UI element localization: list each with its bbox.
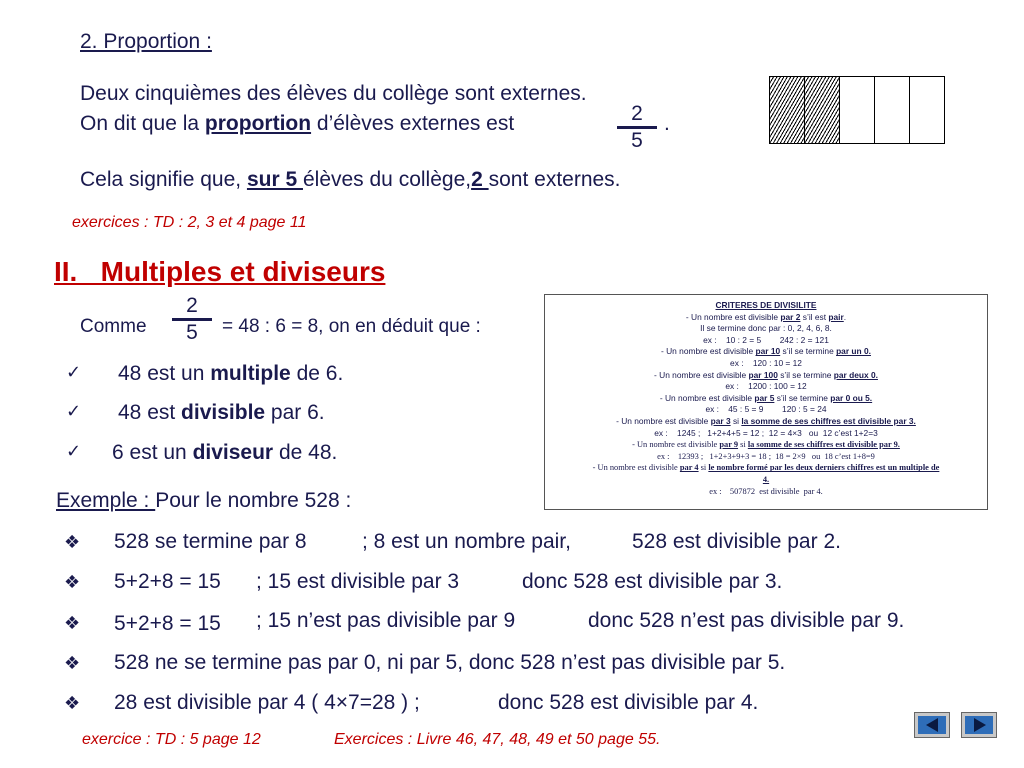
arrow-right-icon [974, 718, 986, 732]
criteria-rule-100-example: ex : 1200 : 100 = 12 [725, 381, 807, 392]
bullet-2-c: donc 528 est divisible par 3. [522, 570, 783, 593]
previous-slide-button[interactable] [914, 712, 950, 738]
bullet-3-a: 5+2+8 = 15 [114, 612, 221, 635]
proportion-line-2-post: d’élèves externes est [311, 112, 515, 135]
criteria-rule-3: - Un nombre est divisible par 3 si la somme de ses chiffres est divisible par 3. [616, 415, 916, 426]
criteria-rule-9-example: ex : 12393 ; 1+2+3+9+3 = 18 ; 18 = 2×9 ou 18 c’est 1+8=9 [657, 451, 875, 461]
diamond-bullet-icon: ❖ [64, 572, 81, 592]
criteria-rule-10: - Un nombre est divisible par 10 s’il se termine par un 0. [661, 346, 871, 357]
diamond-bullet-icon: ❖ [64, 653, 81, 673]
criteria-rule-4: - Un nombre est divisible par 4 si le nombre formé par les deux derniers chiffres est un multiple de [592, 463, 940, 473]
divisibility-criteria-box [544, 294, 988, 510]
exercise-td-note: exercice : TD : 5 page 12 [82, 731, 261, 748]
arrow-left-icon [926, 718, 938, 732]
criteria-rule-4-cont: 4. [762, 474, 770, 484]
section-heading-proportion: 2. Proportion : [80, 30, 212, 53]
exercises-note-proportion: exercices : TD : 2, 3 et 4 page 11 [72, 214, 307, 231]
diamond-bullet-icon: ❖ [64, 693, 81, 713]
proportion-2: 2 [471, 168, 489, 191]
proportion-line-2-pre: On dit que la [80, 112, 205, 135]
criteria-rule-5: - Un nombre est divisible par 5 s’il se termine par 0 ou 5. [659, 392, 873, 403]
criteria-rule-3-example: ex : 1245 ; 1+2+4+5 = 12 ; 12 = 4×3 ou 12 c’est 1+2=3 [654, 427, 878, 438]
fraction-two-fifths [617, 103, 657, 152]
check-statement-2 [118, 401, 325, 425]
check-3-post: de 48. [273, 441, 338, 464]
diamond-bullet-icon: ❖ [64, 613, 81, 633]
check-3-bold: diviseur [192, 441, 274, 464]
fraction-denominator: 5 [186, 321, 198, 344]
criteria-rule-9: - Un nombre est divisible par 9 si la somme de ses chiffres est divisible par 9. [632, 440, 900, 450]
check-2-pre: 48 est [118, 401, 182, 424]
proportion-strip [769, 76, 945, 144]
criteria-rule-5-example: ex : 45 : 5 = 9 120 : 5 = 24 [705, 404, 827, 415]
bullet-5-b: donc 528 est divisible par 4. [498, 691, 759, 714]
check-1-pre: 48 est un [118, 362, 211, 385]
criteria-rule-10-example: ex : 120 : 10 = 12 [730, 357, 802, 368]
proportion-sur-5: sur 5 [246, 168, 303, 191]
fraction-comme [172, 295, 212, 344]
criteria-rule-2: - Un nombre est divisible par 2 s’il est pair. [685, 311, 847, 322]
strip-cell-empty [910, 77, 944, 143]
example-heading [56, 489, 351, 513]
bullet-1-b: ; 8 est un nombre pair, [362, 530, 571, 553]
bullet-1-c: 528 est divisible par 2. [632, 530, 841, 553]
section-heading-multiples: II. Multiples et diviseurs [54, 256, 386, 287]
strip-cell-filled [770, 77, 805, 143]
check-2-bold: divisible [181, 401, 266, 424]
proportion-line-3 [80, 168, 621, 192]
proportion-line-3-pre: Cela signifie que, [80, 168, 247, 191]
criteria-title: CRITERES DE DIVISILITE [715, 300, 817, 310]
criteria-rule-2-detail: Il se termine donc par : 0, 2, 4, 6, 8. [700, 323, 832, 334]
strip-cell-empty [875, 77, 910, 143]
strip-cell-empty [840, 77, 875, 143]
criteria-rule-100: - Un nombre est divisible par 100 s’il se termine par deux 0. [654, 369, 878, 380]
fraction-denominator: 5 [631, 129, 643, 152]
bullet-3-b: ; 15 n’est pas divisible par 9 [256, 609, 516, 632]
strip-cell-filled [805, 77, 840, 143]
exercise-livre-note: Exercices : Livre 46, 47, 48, 49 et 50 page 55. [334, 731, 661, 748]
proportion-line-1: Deux cinquièmes des élèves du collège sont externes. [80, 82, 587, 105]
check-statement-3 [112, 441, 337, 465]
check-1-post: de 6. [290, 362, 344, 385]
bullet-2-a: 5+2+8 = 15 [114, 570, 221, 593]
proportion-line-3-mid: élèves du collège, [302, 168, 472, 191]
proportion-keyword: proportion [204, 112, 312, 135]
check-1-bold: multiple [210, 362, 291, 385]
check-icon: ✓ [66, 401, 82, 421]
criteria-rule-4-example: ex : 507872 est divisible par 4. [709, 486, 823, 496]
comme-label: Comme [80, 316, 147, 337]
check-icon: ✓ [66, 441, 82, 461]
check-icon: ✓ [66, 362, 82, 382]
fraction-numerator: 2 [186, 294, 198, 317]
check-statement-1 [118, 362, 343, 386]
proportion-line-2 [80, 112, 514, 136]
proportion-line-2-end: . [664, 112, 670, 135]
example-label: Exemple : [56, 489, 156, 512]
bullet-5-a: 28 est divisible par 4 ( 4×7=28 ) ; [114, 691, 420, 714]
example-text: Pour le nombre 528 : [155, 489, 352, 512]
proportion-line-3-post: sont externes. [488, 168, 621, 191]
criteria-rule-2-example: ex : 10 : 2 = 5 242 : 2 = 121 [703, 334, 829, 345]
bullet-1-a: 528 se termine par 8 [114, 530, 307, 553]
check-2-post: par 6. [265, 401, 325, 424]
next-slide-button[interactable] [961, 712, 997, 738]
bullet-4-a: 528 ne se termine pas par 0, ni par 5, donc 528 n’est pas divisible par 5. [114, 651, 786, 674]
check-3-pre: 6 est un [112, 441, 193, 464]
fraction-numerator: 2 [631, 102, 643, 125]
diamond-bullet-icon: ❖ [64, 532, 81, 552]
comme-equation: = 48 : 6 = 8, on en déduit que : [222, 316, 481, 337]
bullet-2-b: ; 15 est divisible par 3 [256, 570, 460, 593]
bullet-3-c: donc 528 n’est pas divisible par 9. [588, 609, 905, 632]
